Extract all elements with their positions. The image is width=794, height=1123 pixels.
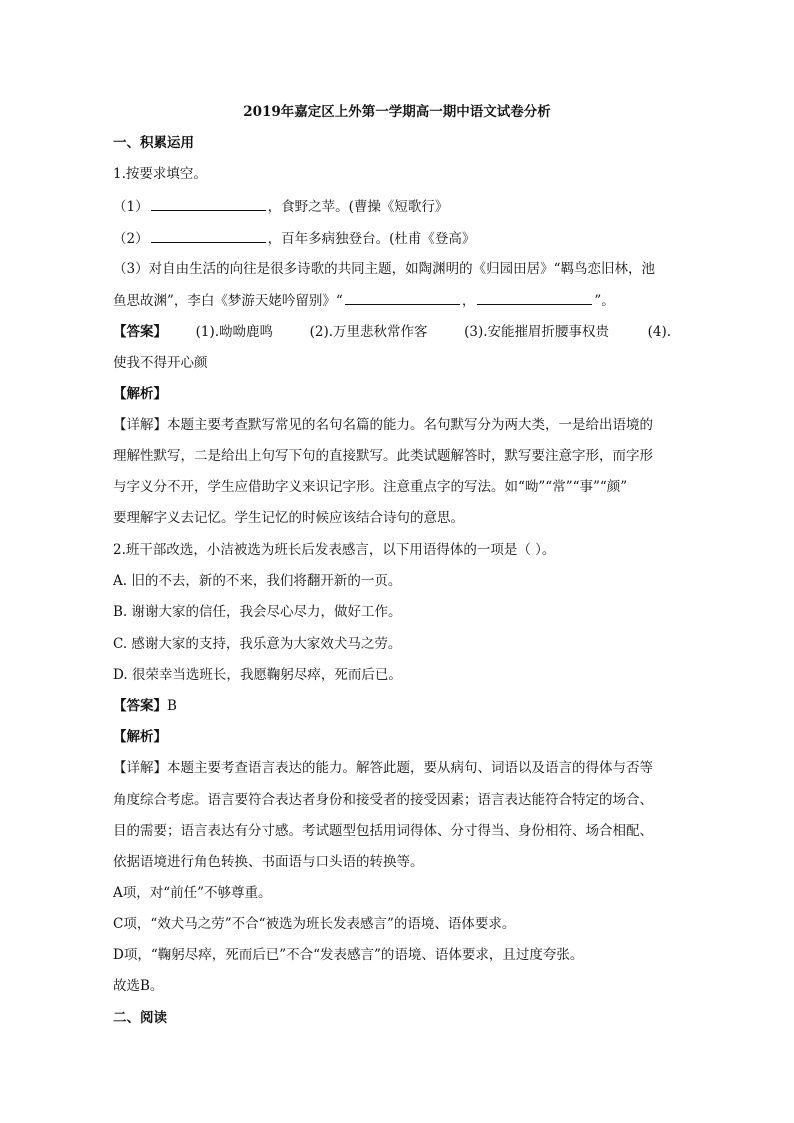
question-2-conclusion: 故选B。 [113, 978, 164, 994]
fill-blank-1 [151, 196, 266, 211]
item-1-prefix: （1） [113, 199, 149, 215]
section-heading-1: 一、积累运用 [113, 135, 194, 151]
question-1-item-3-line-1: （3）对自由生活的向往是很多诗歌的共同主题，如陶渊明的《归园田居》“羁鸟恋旧林，池 [113, 261, 655, 277]
question-2-detail-line-3: 目的需要；语言表达有分寸感。考试题型包括用词得体、分寸得当、身份相符、场合相配、 [113, 823, 653, 839]
page-title: 2019年嘉定区上外第一学期高一期中语文试卷分析 [243, 104, 551, 120]
question-1-detail-line-1: 【详解】本题主要考查默写常见的名句名篇的能力。名句默写分为两大类，一是给出语境的 [113, 417, 653, 433]
question-2-option-a: A. 旧的不去，新的不来，我们将翻开新的一页。 [113, 573, 402, 589]
answer-value: B [167, 698, 177, 714]
item-3-suffix: ”。 [594, 293, 615, 309]
item-3-prefix: 鱼思故渊”，李白《梦游天姥吟留别》“ [113, 293, 343, 309]
answer-label: 【答案】 [113, 698, 167, 714]
question-2-detail-line-2: 角度综合考虑。语言要符合表达者身份和接受者的接受因素；语言表达能符合特定的场合、 [113, 792, 653, 808]
question-2-note-c: C项，“效犬马之劳”不合“被选为班长发表感言”的语境、语体要求。 [113, 916, 516, 932]
question-1-analysis-label: 【解析】 [113, 386, 167, 402]
item-1-suffix: ，食野之苹。(曹操《短歌行》 [267, 199, 449, 215]
question-2-answer [113, 696, 683, 716]
item-2-prefix: （2） [113, 231, 149, 247]
question-2-note-d: D项，“鞠躬尽瘁，死而后已”不合“发表感言”的语境、语体要求，且过度夸张。 [113, 947, 584, 963]
answer-label: 【答案】 [113, 324, 167, 340]
question-1-stem: 1.按要求填空。 [113, 166, 207, 182]
answer-part-2: (2).万里悲秋常作客 [309, 324, 428, 340]
answer-part-4: (4). [647, 324, 672, 340]
question-2-stem: 2.班干部改选，小洁被选为班长后发表感言，以下用语得体的一项是（ ）。 [113, 542, 556, 558]
question-2-option-d: D. 很荣幸当选班长，我愿鞠躬尽瘁，死而后已。 [113, 667, 402, 683]
question-1-item-2 [113, 228, 683, 249]
question-1-item-3-line-2 [113, 290, 683, 311]
question-2-analysis-label: 【解析】 [113, 729, 167, 745]
item-3-mid: ， [461, 293, 476, 309]
question-2-detail-line-1: 【详解】本题主要考查语言表达的能力。解答此题，要从病句、词语以及语言的得体与否等 [113, 760, 653, 776]
item-2-suffix: ，百年多病独登台。(杜甫《登高》 [267, 231, 476, 247]
fill-blank-4 [477, 290, 592, 305]
answer-part-3: (3).安能摧眉折腰事权贵 [464, 324, 610, 340]
fill-blank-3 [345, 290, 460, 305]
fill-blank-2 [151, 228, 266, 243]
question-1-detail-line-4: 要理解字义去记忆。学生记忆的时候应该结合诗句的意思。 [113, 510, 464, 526]
question-1-item-1 [113, 196, 683, 217]
question-1-detail-line-2: 理解性默写，二是给出上句写下句的直接默写。此类试题解答时，默写要注意字形，而字形 [113, 448, 653, 464]
question-2-note-a: A项，对“前任”不够尊重。 [113, 885, 272, 901]
question-2-option-c: C. 感谢大家的支持，我乐意为大家效犬马之劳。 [113, 636, 402, 652]
question-2-detail-line-4: 依据语境进行角色转换、书面语与口头语的转换等。 [113, 854, 424, 870]
answer-part-1: (1).呦呦鹿鸣 [195, 324, 274, 340]
question-1-answer-line-2: 使我不得开心颜 [113, 355, 208, 371]
question-1-answer [113, 322, 683, 342]
question-2-option-b: B. 谢谢大家的信任，我会尽心尽力，做好工作。 [113, 604, 402, 620]
section-heading-2: 二、阅读 [113, 1010, 167, 1026]
question-1-detail-line-3: 与字义分不开，学生应借助字义来识记字形。注意重点字的写法。如“呦”“常”“事”“颜” [113, 479, 628, 495]
